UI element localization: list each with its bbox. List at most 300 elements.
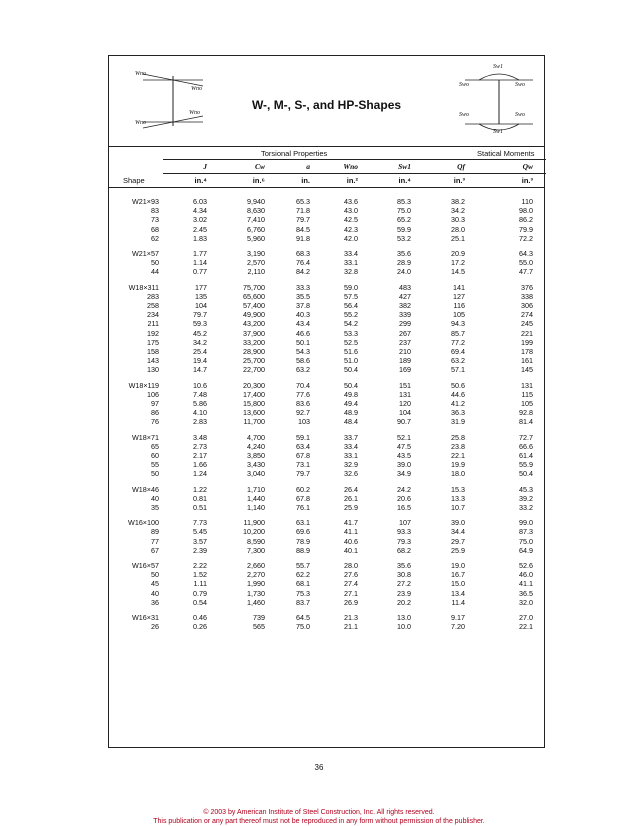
table-cell: 45.2 (193, 328, 207, 338)
column-unit: in. (301, 176, 310, 185)
table-cell: 10.7 (451, 503, 465, 512)
table-cell: 2,110 (247, 267, 265, 277)
table-cell: 5,960 (247, 233, 265, 243)
table-cell: 25.9 (344, 503, 358, 512)
table-row (109, 225, 544, 234)
table-cell: 79.7 (296, 469, 310, 479)
table-row (109, 356, 544, 365)
header-rule-units (163, 173, 546, 174)
table-cell: 42.5 (344, 215, 358, 225)
table-cell: 27.6 (344, 570, 358, 580)
table-cell: 37,900 (243, 328, 265, 338)
table-row (109, 283, 544, 292)
table-row (109, 408, 544, 417)
table-cell: 25.9 (451, 545, 465, 555)
table-cell: 7.48 (193, 389, 207, 399)
table-cell: 85.3 (397, 197, 411, 206)
statical-moments-label: Statical Moments (477, 149, 535, 158)
table-cell: 1,990 (247, 579, 265, 589)
table-cell: 177 (195, 282, 207, 292)
table-cell: 10.6 (193, 380, 207, 390)
table-cell: 24.2 (397, 484, 411, 494)
table-cell: 51.0 (344, 356, 358, 366)
table-row (109, 460, 544, 469)
table-cell: 13.3 (451, 493, 465, 503)
table-cell: 59.1 (296, 432, 310, 442)
table-cell: 1.66 (193, 460, 207, 470)
table-row (109, 399, 544, 408)
table-cell: 11.4 (451, 597, 465, 607)
table-cell: 50.4 (344, 380, 358, 390)
table-cell: 54.2 (344, 319, 358, 329)
table-cell: 64.3 (519, 249, 533, 258)
table-cell: 299 (399, 319, 411, 329)
table-row (109, 622, 544, 631)
table-row (109, 267, 544, 276)
table-cell: 15.3 (451, 484, 465, 494)
table-cell: 45.3 (519, 484, 533, 494)
table-cell: 48.4 (344, 417, 358, 427)
table-cell: 55.2 (344, 310, 358, 320)
table-cell: 16.7 (451, 570, 465, 580)
table-cell: 11,700 (243, 417, 265, 427)
table-cell: 75.0 (519, 536, 533, 546)
table-row (109, 249, 544, 258)
table-cell: 237 (399, 337, 411, 347)
shape-designation: 40 (151, 588, 159, 598)
table-cell: 46.6 (296, 328, 310, 338)
table-cell: 1.22 (193, 484, 207, 494)
table-cell: 51.6 (344, 347, 358, 356)
table-cell: 33,200 (243, 337, 265, 347)
table-cell: 50.4 (519, 469, 533, 479)
shape-designation: 26 (151, 622, 159, 632)
table-cell: 59.3 (193, 319, 207, 329)
table-cell: 49.8 (344, 389, 358, 399)
table-cell: 116 (453, 301, 465, 310)
table-cell: 26.1 (344, 493, 358, 503)
table-cell: 29.7 (451, 536, 465, 546)
table-cell: 76.4 (296, 258, 310, 268)
table-cell: 0.51 (193, 503, 207, 512)
table-cell: 565 (253, 622, 265, 632)
table-cell: 72.7 (519, 432, 533, 442)
table-cell: 105 (521, 399, 533, 408)
table-cell: 105 (453, 310, 465, 320)
shape-designation: 97 (151, 399, 159, 408)
table-cell: 88.9 (296, 545, 310, 555)
table-cell: 28.9 (397, 258, 411, 268)
table-header-area (109, 56, 544, 146)
table-cell: 20.2 (397, 597, 411, 607)
column-unit: in.³ (453, 176, 465, 185)
table-cell: 115 (521, 389, 533, 399)
table-cell: 60.2 (296, 484, 310, 494)
shape-designation: W16×31 (132, 613, 159, 622)
table-cell: 67.8 (296, 493, 310, 503)
table-cell: 14.7 (193, 365, 207, 375)
table-cell: 13,600 (243, 408, 265, 418)
diagram-label-swo-4: Swo (515, 112, 526, 118)
table-cell: 22.1 (451, 451, 465, 460)
table-cell: 28.0 (451, 224, 465, 234)
table-cell: 33.4 (344, 249, 358, 258)
shape-designation: 77 (151, 536, 159, 546)
table-cell: 16.5 (397, 503, 411, 512)
table-row (109, 338, 544, 347)
shape-designation: 50 (151, 570, 159, 580)
table-cell: 83.6 (296, 399, 310, 408)
table-cell: 20.9 (451, 249, 465, 258)
page-number: 36 (314, 763, 324, 772)
table-cell: 75.3 (296, 588, 310, 598)
column-symbol: a (306, 162, 310, 171)
table-cell: 27.2 (397, 579, 411, 589)
table-cell: 32.0 (519, 597, 533, 607)
column-symbol: J (203, 162, 207, 171)
table-cell: 63.4 (296, 441, 310, 451)
shape-designation: 83 (151, 206, 159, 216)
table-cell: 87.3 (519, 527, 533, 537)
table-cell: 58.6 (296, 356, 310, 366)
table-cell: 55.7 (296, 561, 310, 570)
table-cell: 43.0 (344, 206, 358, 216)
table-cell: 40.3 (296, 310, 310, 320)
table-row (109, 570, 544, 579)
table-cell: 43,200 (243, 319, 265, 329)
shape-designation: 76 (151, 417, 159, 427)
table-cell: 15,800 (243, 399, 265, 408)
table-cell: 131 (521, 380, 533, 390)
table-cell: 50.6 (451, 380, 465, 390)
table-cell: 69.4 (451, 347, 465, 356)
table-cell: 35.6 (397, 249, 411, 258)
table-cell: 57.1 (451, 365, 465, 375)
table-cell: 339 (399, 310, 411, 320)
table-cell: 59.0 (344, 282, 358, 292)
table-cell: 47.7 (519, 267, 533, 277)
table-cell: 31.9 (451, 417, 465, 427)
shape-designation: 211 (147, 319, 159, 329)
diagram-label-swo-2: Swo (515, 82, 526, 88)
table-row (109, 234, 544, 243)
table-cell: 141 (453, 282, 465, 292)
table-cell: 43.6 (344, 197, 358, 206)
table-cell: 36.5 (519, 588, 533, 598)
table-cell: 5.86 (193, 399, 207, 408)
shape-designation: 45 (151, 579, 159, 589)
table-row (109, 197, 544, 206)
table-row (109, 329, 544, 338)
table-cell: 10.0 (397, 622, 411, 632)
table-cell: 22,700 (243, 365, 265, 375)
table-cell: 221 (521, 328, 533, 338)
table-cell: 17,400 (243, 389, 265, 399)
shape-designation: 86 (151, 408, 159, 418)
table-cell: 13.4 (451, 588, 465, 598)
reproduction-notice: This publication or any part thereof must not be reproduced in any form without permission of the publisher. (153, 818, 485, 825)
torsional-properties-label: Torsional Properties (261, 149, 328, 158)
shape-designation: 175 (147, 337, 159, 347)
table-cell: 161 (521, 356, 533, 366)
table-cell: 33.2 (519, 503, 533, 512)
table-cell: 65.3 (296, 197, 310, 206)
column-unit: in.³ (521, 176, 533, 185)
table-cell: 42.3 (344, 224, 358, 234)
shape-designation: W18×46 (132, 484, 159, 494)
table-cell: 18.0 (451, 469, 465, 479)
table-cell: 3,040 (247, 469, 265, 479)
table-row (109, 598, 544, 607)
table-cell: 54.3 (296, 347, 310, 356)
table-cell: 306 (521, 301, 533, 310)
table-row (109, 301, 544, 310)
column-unit: in.² (346, 176, 358, 185)
table-cell: 245 (521, 319, 533, 329)
table-cell: 2.83 (193, 417, 207, 427)
shape-designation: W16×100 (128, 518, 159, 528)
table-cell: 77.2 (451, 337, 465, 347)
table-cell: 103 (298, 417, 310, 427)
table-cell: 24.0 (397, 267, 411, 277)
diagram-label-wno-1: Wno (135, 71, 146, 77)
table-cell: 41.1 (344, 527, 358, 537)
table-cell: 4,700 (247, 432, 265, 442)
table-row (109, 494, 544, 503)
table-cell: 33.1 (344, 258, 358, 268)
shape-designation: W18×311 (128, 282, 159, 292)
table-cell: 32.9 (344, 460, 358, 470)
table-cell: 46.0 (519, 570, 533, 580)
table-cell: 23.9 (397, 588, 411, 598)
column-unit: in.⁴ (398, 176, 411, 185)
table-cell: 1.11 (193, 579, 207, 589)
table-cell: 178 (521, 347, 533, 356)
table-cell: 85.7 (451, 328, 465, 338)
table-cell: 0.81 (193, 493, 207, 503)
table-cell: 41.1 (519, 579, 533, 589)
page-title: W-, M-, S-, and HP-Shapes (251, 98, 402, 112)
table-cell: 25.1 (451, 233, 465, 243)
table-cell: 110 (521, 197, 533, 206)
table-cell: 338 (521, 291, 533, 301)
table-cell: 75,700 (243, 282, 265, 292)
table-cell: 37.8 (296, 301, 310, 310)
table-cell: 0.77 (193, 267, 207, 277)
table-row (109, 613, 544, 622)
table-cell: 62.2 (296, 570, 310, 580)
table-cell: 27.1 (344, 588, 358, 598)
table-cell: 2.22 (193, 561, 207, 570)
table-cell: 739 (253, 613, 265, 622)
column-symbol: Qf (457, 162, 465, 171)
shape-designation: 68 (151, 224, 159, 234)
shape-designation: 283 (147, 291, 159, 301)
table-cell: 28,900 (243, 347, 265, 356)
table-cell: 49,900 (243, 310, 265, 320)
diagram-label-wno-2: Wno (191, 86, 202, 92)
shape-designation: 234 (147, 310, 159, 320)
table-cell: 11,900 (243, 518, 265, 528)
table-cell: 43.4 (296, 319, 310, 329)
table-cell: 93.3 (397, 527, 411, 537)
table-cell: 64.9 (519, 545, 533, 555)
shape-designation: 50 (151, 469, 159, 479)
table-cell: 7.73 (193, 518, 207, 528)
table-cell: 199 (521, 337, 533, 347)
table-cell: 39.0 (451, 518, 465, 528)
table-cell: 189 (399, 356, 411, 366)
table-cell: 20.6 (397, 493, 411, 503)
table-cell: 19.4 (193, 356, 207, 366)
table-cell: 7,410 (247, 215, 265, 225)
table-cell: 267 (399, 328, 411, 338)
table-cell: 1,710 (247, 484, 265, 494)
table-cell: 1.52 (193, 570, 207, 580)
table-cell: 5.45 (193, 527, 207, 537)
table-cell: 41.2 (451, 399, 465, 408)
table-cell: 1.77 (193, 249, 207, 258)
table-cell: 3.02 (193, 215, 207, 225)
table-cell: 68.3 (296, 249, 310, 258)
diagram-label-sw1-top: Sw1 (493, 64, 504, 70)
shape-designation: W21×57 (132, 249, 159, 258)
shape-designation: W21×93 (132, 197, 159, 206)
shape-designation: 89 (151, 527, 159, 537)
shape-designation: 130 (147, 365, 159, 375)
table-row (109, 561, 544, 570)
table-cell: 127 (453, 291, 465, 301)
column-symbol: Sw1 (398, 162, 411, 171)
table-row (109, 215, 544, 224)
table-cell: 25.4 (193, 347, 207, 356)
column-symbol: Qw (522, 162, 533, 171)
table-row (109, 381, 544, 390)
table-cell: 70.4 (296, 380, 310, 390)
table-cell: 30.8 (397, 570, 411, 580)
table-cell: 3,430 (247, 460, 265, 470)
table-cell: 382 (399, 301, 411, 310)
diagram-label-wno-4: Wno (135, 120, 146, 126)
shape-designation: 60 (151, 451, 159, 460)
table-cell: 34.9 (397, 469, 411, 479)
shape-designation: 36 (151, 597, 159, 607)
shape-designation: 50 (151, 258, 159, 268)
table-cell: 68.1 (296, 579, 310, 589)
table-cell: 71.8 (296, 206, 310, 216)
table-row (109, 258, 544, 267)
table-cell: 56.4 (344, 301, 358, 310)
table-cell: 40.1 (344, 545, 358, 555)
shape-designation: W18×71 (132, 432, 159, 442)
table-cell: 64.5 (296, 613, 310, 622)
table-cell: 26.4 (344, 484, 358, 494)
shape-designation: 35 (151, 503, 159, 512)
column-symbol: Wno (343, 162, 358, 171)
table-cell: 25.8 (451, 432, 465, 442)
table-cell: 38.2 (451, 197, 465, 206)
table-cell: 52.1 (397, 432, 411, 442)
column-symbol: Cw (254, 162, 265, 171)
table-row (109, 537, 544, 546)
table-cell: 75.0 (397, 206, 411, 216)
table-cell: 4.34 (193, 206, 207, 216)
table-cell: 107 (399, 518, 411, 528)
diagram-label-sw1-bottom: Sw1 (493, 129, 504, 135)
table-cell: 65,600 (243, 291, 265, 301)
table-row (109, 390, 544, 399)
diagram-label-swo-1: Swo (459, 82, 470, 88)
table-cell: 49.4 (344, 399, 358, 408)
table-cell: 9,940 (247, 197, 265, 206)
table-cell: 68.2 (397, 545, 411, 555)
table-cell: 30.3 (451, 215, 465, 225)
table-row (109, 518, 544, 527)
table-cell: 67.8 (296, 451, 310, 460)
table-cell: 274 (521, 310, 533, 320)
table-cell: 1,730 (247, 588, 265, 598)
table-cell: 0.54 (193, 597, 207, 607)
table-cell: 2,570 (247, 258, 265, 268)
table-cell: 13.0 (397, 613, 411, 622)
table-cell: 2.17 (193, 451, 207, 460)
table-cell: 32.8 (344, 267, 358, 277)
table-cell: 23.8 (451, 441, 465, 451)
table-cell: 86.2 (519, 215, 533, 225)
table-row (109, 365, 544, 374)
table-cell: 42.0 (344, 233, 358, 243)
table-cell: 65.2 (397, 215, 411, 225)
shape-designation: 158 (147, 347, 159, 356)
table-cell: 22.1 (519, 622, 533, 632)
table-cell: 20,300 (243, 380, 265, 390)
table-cell: 3.57 (193, 536, 207, 546)
table-row (109, 206, 544, 215)
table-cell: 44.6 (451, 389, 465, 399)
table-row (109, 527, 544, 536)
column-unit: in.⁶ (252, 176, 265, 185)
table-cell: 427 (399, 291, 411, 301)
table-cell: 91.8 (296, 233, 310, 243)
table-cell: 73.1 (296, 460, 310, 470)
table-cell: 3.48 (193, 432, 207, 442)
table-row (109, 485, 544, 494)
table-cell: 43.5 (397, 451, 411, 460)
table-cell: 33.7 (344, 432, 358, 442)
table-cell: 7,300 (247, 545, 265, 555)
shape-designation: 106 (147, 389, 159, 399)
table-cell: 63.1 (296, 518, 310, 528)
table-cell: 98.0 (519, 206, 533, 216)
table-cell: 169 (399, 365, 411, 375)
table-cell: 131 (399, 389, 411, 399)
shape-designation: 67 (151, 545, 159, 555)
table-row (109, 451, 544, 460)
table-cell: 79.9 (519, 224, 533, 234)
table-cell: 50.4 (344, 365, 358, 375)
table-cell: 76.1 (296, 503, 310, 512)
copyright-notice: © 2003 by American Institute of Steel Construction, Inc. All rights reserved. (203, 809, 435, 816)
table-row (109, 417, 544, 426)
table-cell: 1,140 (247, 503, 265, 512)
table-cell: 92.8 (519, 408, 533, 418)
table-cell: 47.5 (397, 441, 411, 451)
table-cell: 63.2 (451, 356, 465, 366)
table-cell: 151 (399, 380, 411, 390)
table-cell: 376 (521, 282, 533, 292)
table-cell: 1.14 (193, 258, 207, 268)
table-cell: 84.5 (296, 224, 310, 234)
